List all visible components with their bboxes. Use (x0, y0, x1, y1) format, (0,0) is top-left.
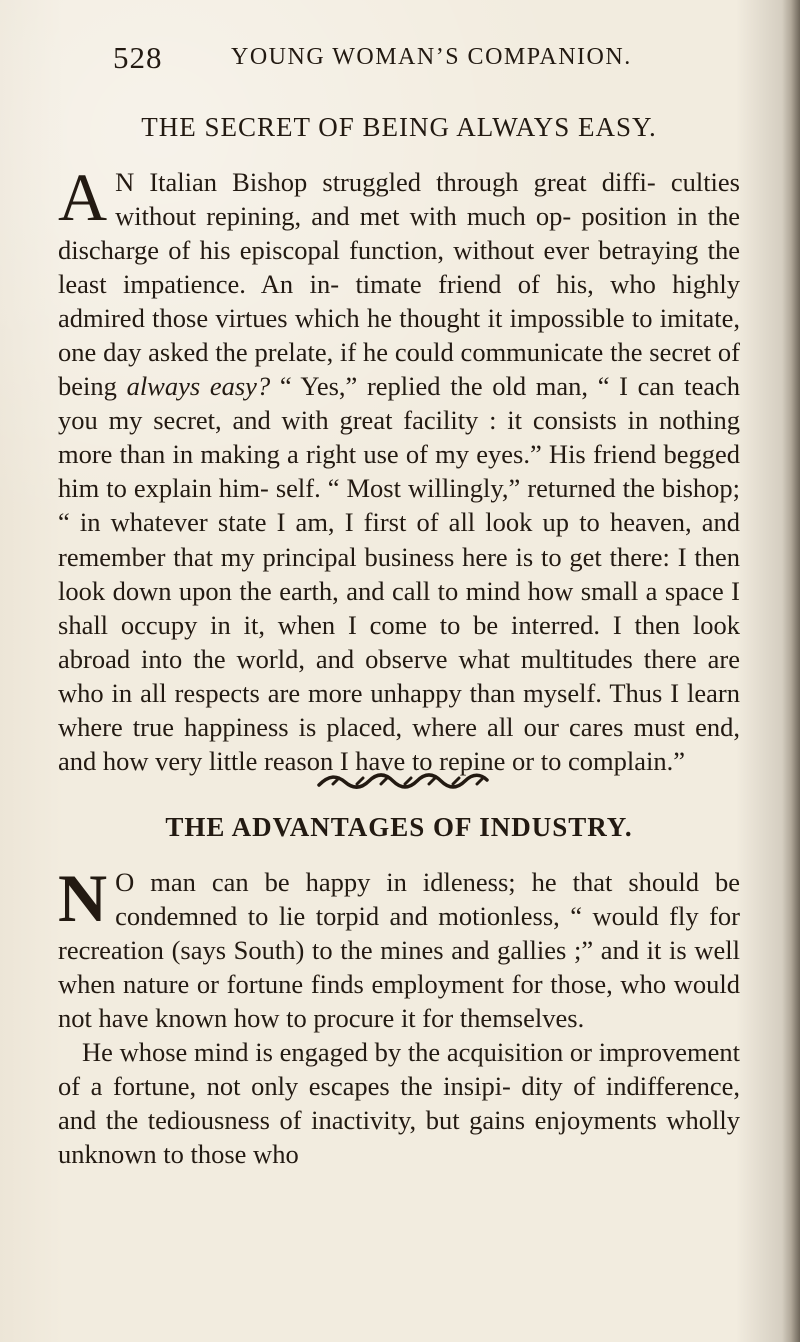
industry-paragraph-2 (58, 1035, 740, 1171)
industry-paragraph-2-text: He whose mind is engaged by the acquisition or improvement of a fortune, not only escapes the insipi- dity of indifference, and the tediousness of inactivity, but gains enjoyments wholly unknown to those who (58, 1037, 740, 1170)
section-title-secret: THE SECRET OF BEING ALWAYS EASY. (141, 112, 657, 142)
section-secret-of-being-always-easy (58, 112, 740, 778)
industry-paragraph-1-text: O man can be happy in idleness; he that should be condemned to lie torpid and motionless, “ would fly for recreation (says South) to the mines and gallies ;” and it is well when nature or fortune finds employment for those, who would not have known how to procure it for themselves. (58, 867, 740, 1034)
ornamental-divider-icon (315, 772, 491, 790)
industry-paragraph-1 (58, 860, 740, 1035)
secret-story-paragraph (58, 159, 741, 778)
running-head (113, 40, 693, 80)
secret-story-text-part1: N Italian Bishop struggled through great diffi- culties without repining, and met with much op- position in the discharge of his episcopal function, without ever betraying the least impatience. An in- timate friend of his, who highly admired those virtues which he thought it impossible to imitate, one day asked the prelate, if he could communicate the secret of being (58, 167, 740, 402)
italic-always-easy: always easy? (126, 371, 271, 402)
section-title-industry: THE ADVANTAGES OF INDUSTRY. (165, 812, 633, 842)
running-head-title: YOUNG WOMAN’S COMPANION. (231, 44, 632, 70)
page-number: 528 (113, 40, 163, 75)
dropcap-a: A (58, 159, 108, 235)
secret-story-text-part2: “ Yes,” replied the old man, “ I can teach you my secret, and with great facility : it consists in nothing more than in making a right use of my eyes.” His friend begged him to explain him- self. “ Most willingly,” returned the bishop; “ in whatever state I am, I first of all look up to heaven, and remember that my principal business here is to get there: I then look down upon the earth, and call to mind how small a space I shall occupy in it, when I come to be interred. I then look abroad into the world, and observe what multitudes there are who in all respects are more unhappy than myself. Thus I learn where true happiness is placed, where all our cares must end, and how very little reason I have to repine or to complain.” (58, 371, 741, 776)
dropcap-n: N (58, 860, 108, 936)
page-edge-shadow (782, 0, 800, 1342)
section-advantages-of-industry (58, 812, 740, 1171)
